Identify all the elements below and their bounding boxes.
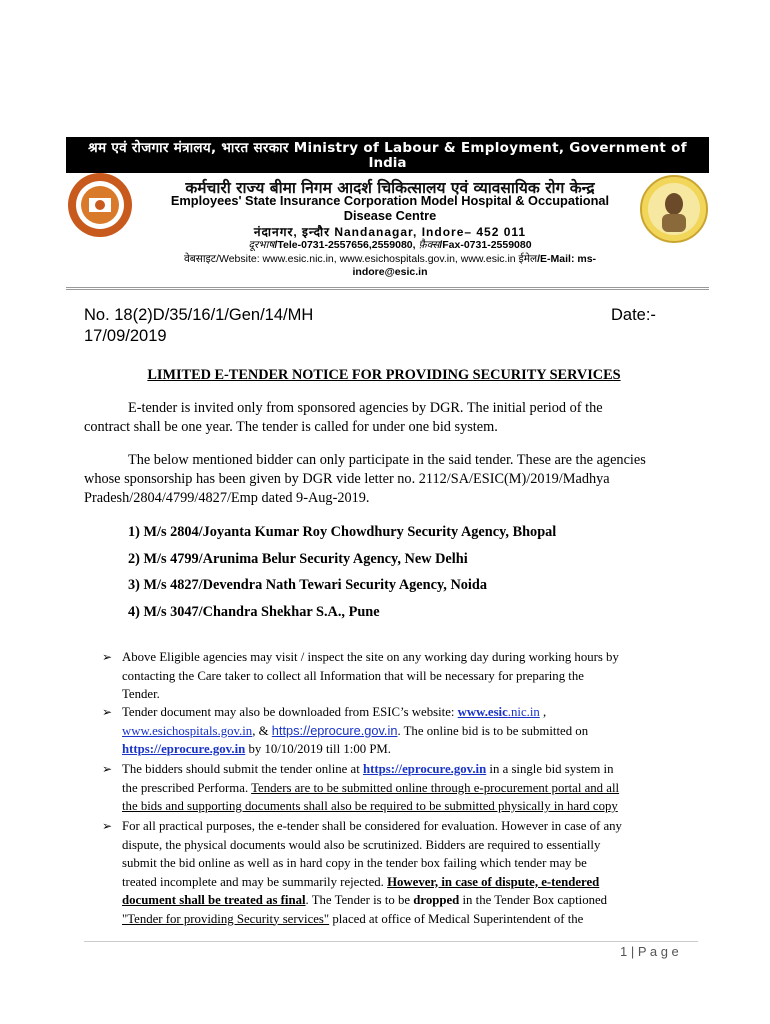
- english-org-name-line1: Employees' State Insurance Corporation Model Hospital & Occupational: [170, 193, 610, 208]
- agency-item: 1) M/s 2804/Joyanta Kumar Roy Chowdhury Security Agency, Bhopal: [128, 524, 557, 540]
- tel-prefix: दूरभाष: [248, 239, 275, 251]
- bullet-2: [122, 703, 680, 759]
- bullet-2-text-2: . The online bid is to be submitted on: [397, 723, 589, 738]
- bullet-1-line3: Tender.: [122, 687, 160, 701]
- paragraph-2-line2: whose sponsorship has been given by DGR vide letter no. 2112/SA/ESIC(M)/2019/Madhya: [84, 471, 610, 487]
- bullet-4-line6: placed at office of Medical Superintendent of the: [329, 911, 584, 926]
- bullet-2-sep: , &: [252, 723, 272, 738]
- contact-web: [150, 253, 630, 279]
- footer-divider: [84, 941, 698, 942]
- bullet-3-underlined: Tenders are to be submitted online through e-procurement portal and all: [251, 780, 620, 795]
- bullet-1-line1: Above Eligible agencies may visit / inspect the site on any working day during working hours by: [122, 650, 619, 664]
- arrow-bullet-icon: ➢: [102, 819, 113, 833]
- date-label: Date:-: [611, 306, 656, 324]
- bullet-4-line3: submit the bid online as well as in hard copy in the tender box failing which tender may be: [122, 856, 587, 870]
- reference-number: No. 18(2)D/35/16/1/Gen/14/MH: [84, 306, 314, 324]
- page-number: 1 | P a g e: [620, 944, 679, 959]
- header-divider: [66, 287, 709, 290]
- bullet-3-text-3: the prescribed Performa.: [122, 780, 252, 795]
- bullet-3-underlined-2: the bids and supporting documents shall also be required to be submitted physically in hard copy: [122, 799, 618, 813]
- english-org-name: [150, 193, 630, 223]
- ministry-line: श्रम एवं रोजगार मंत्रालय, भारत सरकार Ministry of Labour & Employment, Government of: [88, 140, 687, 156]
- email-label: /E-Mail: ms-: [537, 253, 597, 265]
- bullet-1-line2: contacting the Care taker to collect all Information that will be necessary for preparing the: [122, 668, 584, 683]
- notice-title: LIMITED E-TENDER NOTICE FOR PROVIDING SECURITY SERVICES: [147, 367, 621, 383]
- web-prefix: वेबसाइट: [183, 253, 217, 265]
- paragraph-1-line1: E-tender is invited only from sponsored agencies by DGR. The initial period of the: [128, 400, 603, 416]
- contact-phone: [150, 238, 630, 252]
- eprocure-link-2[interactable]: https://eprocure.gov.in: [122, 742, 246, 756]
- english-org-name-line2: Disease Centre: [343, 208, 437, 223]
- fax-prefix: फ़ैक्स: [418, 239, 440, 251]
- paragraph-2-line1: The below mentioned bidder can only participate in the said tender. These are the agencies: [128, 452, 646, 468]
- ministry-line-2: India: [368, 155, 407, 171]
- paragraph-2: [84, 451, 698, 508]
- tel-number: /Tele-0731-2557656,2559080,: [274, 239, 416, 251]
- arrow-bullet-icon: ➢: [102, 705, 113, 719]
- arrow-bullet-icon: ➢: [102, 762, 113, 776]
- hospital-emblem: [640, 172, 708, 246]
- esic-link[interactable]: www.esic: [457, 705, 508, 719]
- agency-item: 2) M/s 4799/Arunima Belur Security Agency, New Delhi: [128, 551, 468, 567]
- bullet-4: [122, 817, 680, 928]
- paragraph-1-line2: contract shall be one year. The tender is called for under one bid system.: [84, 419, 498, 435]
- esic-logo: [67, 172, 133, 238]
- bullet-3-text: The bidders should submit the tender online at: [122, 762, 363, 776]
- bullet-3: [122, 760, 680, 816]
- bullet-4-line1: For all practical purposes, the e-tender shall be considered for evaluation. However in case of any: [122, 819, 622, 833]
- hindi-org-name: कर्मचारी राज्य बीमा निगम आदर्श चिकित्सालय एवं व्यावसायिक रोग केन्द्र: [185, 179, 595, 197]
- paragraph-2-line3: Pradesh/2804/4799/4827/Emp dated 9-Aug-2019.: [84, 490, 370, 506]
- email-prefix: ईमेल: [518, 253, 538, 265]
- bullet-4-caption: "Tender for providing Security services": [122, 911, 330, 926]
- eprocure-link[interactable]: https://eprocure.gov.in: [271, 722, 398, 738]
- bullet-1: [122, 648, 680, 704]
- bullet-4-line5: . The Tender is to be: [305, 893, 414, 907]
- bullet-4-line2: dispute, the physical documents would also be scrutinized. Bidders are required to essentially: [122, 837, 601, 852]
- fax-number: /Fax-0731-2559080: [439, 239, 532, 251]
- paragraph-1: [84, 399, 698, 437]
- arrow-bullet-icon: ➢: [102, 650, 113, 664]
- bullet-3-text-2: in a single bid system in: [486, 762, 614, 776]
- email-value: indore@esic.in: [352, 266, 428, 278]
- esic-link-suffix[interactable]: .nic.in: [507, 705, 540, 719]
- bullet-2-text: Tender document may also be downloaded from ESIC’s website:: [122, 705, 455, 719]
- address: नंदानगर, इन्दौर Nandanagar, Indore– 452 011: [253, 225, 527, 239]
- date-value: 17/09/2019: [84, 327, 167, 345]
- bullet-4-emphasis: However, in case of dispute, e-tendered: [387, 874, 600, 889]
- website: /Website: www.esic.nic.in, www.esichospitals.gov.in, www.esic.in: [216, 253, 516, 265]
- bullet-2-deadline: by 10/10/2019 till 1:00 PM.: [245, 742, 392, 756]
- bullet-4-dropped: dropped: [413, 893, 460, 907]
- bullet-2-comma: ,: [539, 705, 547, 719]
- agency-item: 3) M/s 4827/Devendra Nath Tewari Security Agency, Noida: [128, 577, 487, 593]
- bullet-4-line4: treated incomplete and may be summarily rejected.: [122, 874, 388, 889]
- agency-item: 4) M/s 3047/Chandra Shekhar S.A., Pune: [128, 604, 380, 620]
- esichospitals-link[interactable]: www.esichospitals.gov.in: [122, 723, 253, 738]
- bullet-4-emphasis-2: document shall be treated as final: [122, 893, 306, 907]
- bullet-4-line5b: in the Tender Box captioned: [459, 893, 608, 907]
- eprocure-link-3[interactable]: https://eprocure.gov.in: [362, 762, 487, 776]
